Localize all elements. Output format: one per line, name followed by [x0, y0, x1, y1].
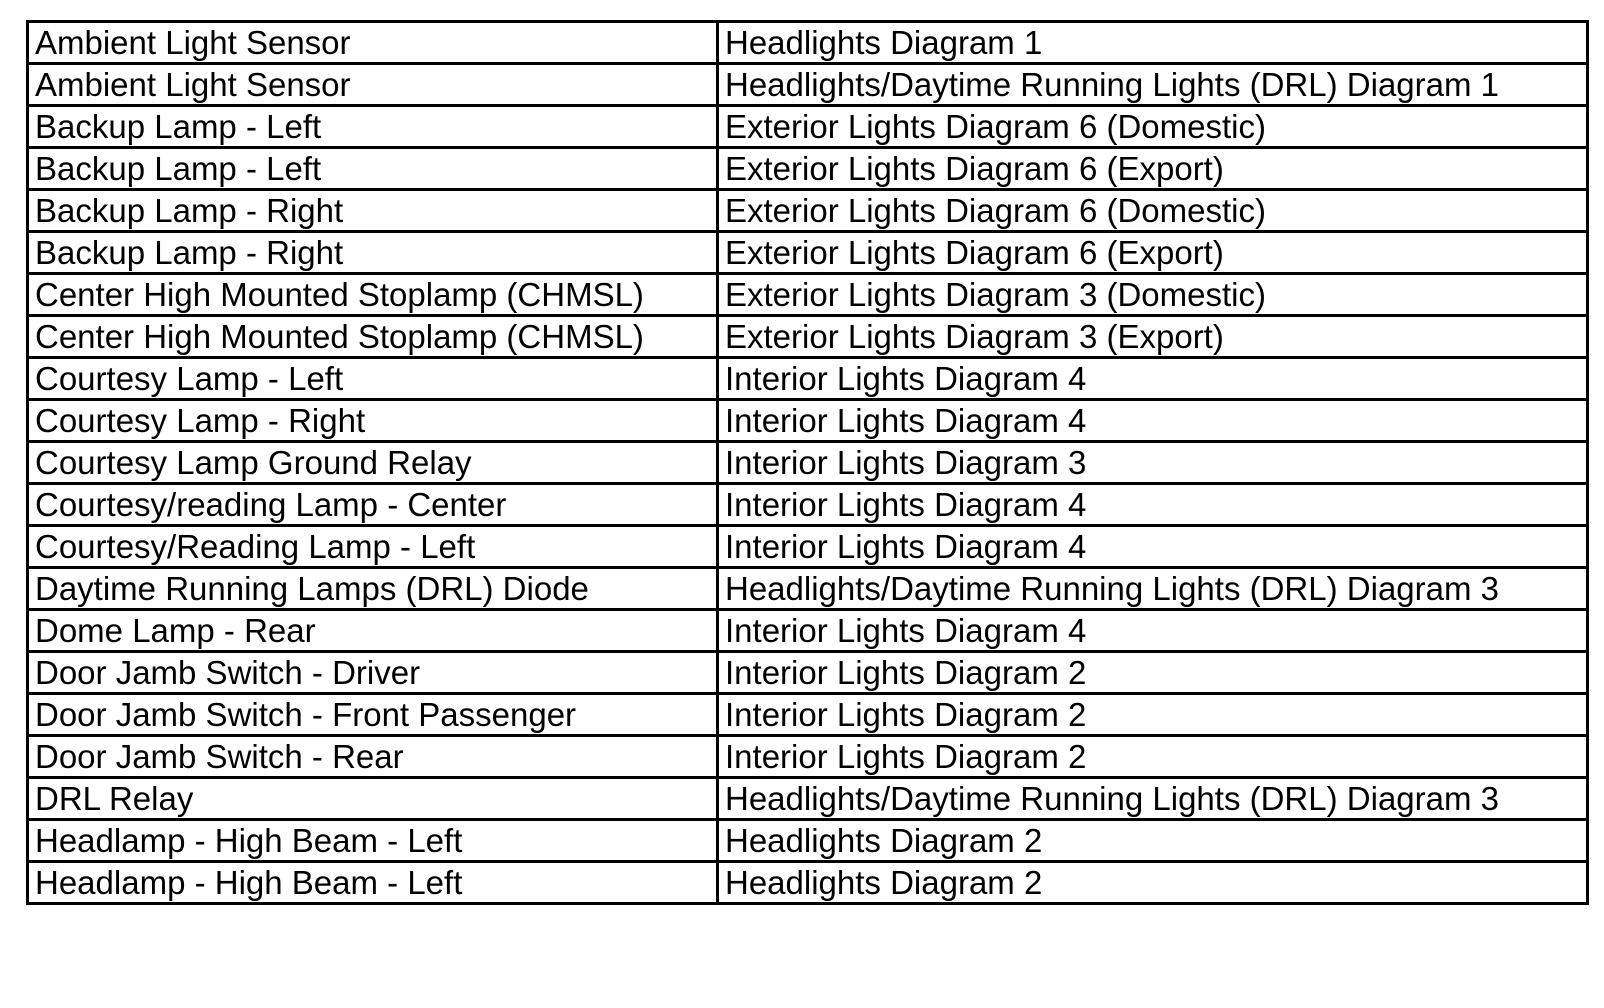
diagram-cell: Headlights/Daytime Running Lights (DRL) Diagram 3	[718, 778, 1588, 820]
diagram-cell: Exterior Lights Diagram 3 (Domestic)	[718, 274, 1588, 316]
diagram-cell: Interior Lights Diagram 4	[718, 400, 1588, 442]
component-cell: Center High Mounted Stoplamp (CHMSL)	[28, 274, 718, 316]
diagram-cell: Headlights Diagram 2	[718, 820, 1588, 862]
table-row	[28, 148, 1588, 190]
component-cell: Courtesy Lamp - Right	[28, 400, 718, 442]
diagram-cell: Interior Lights Diagram 4	[718, 610, 1588, 652]
component-cell: Ambient Light Sensor	[28, 22, 718, 64]
component-cell: Courtesy Lamp - Left	[28, 358, 718, 400]
diagram-cell: Exterior Lights Diagram 6 (Export)	[718, 232, 1588, 274]
component-cell: Courtesy/reading Lamp - Center	[28, 484, 718, 526]
diagram-cell: Interior Lights Diagram 2	[718, 652, 1588, 694]
table-row	[28, 106, 1588, 148]
table-row	[28, 568, 1588, 610]
table-row	[28, 652, 1588, 694]
component-cell: Dome Lamp - Rear	[28, 610, 718, 652]
table-row	[28, 316, 1588, 358]
component-cell: Headlamp - High Beam - Left	[28, 862, 718, 904]
component-cell: Backup Lamp - Left	[28, 148, 718, 190]
table-row	[28, 274, 1588, 316]
diagram-cell: Interior Lights Diagram 3	[718, 442, 1588, 484]
table-row	[28, 232, 1588, 274]
component-diagram-table	[26, 20, 1589, 905]
table-row	[28, 610, 1588, 652]
component-cell: Backup Lamp - Right	[28, 190, 718, 232]
component-cell: Backup Lamp - Left	[28, 106, 718, 148]
diagram-cell: Exterior Lights Diagram 6 (Domestic)	[718, 190, 1588, 232]
table-row	[28, 778, 1588, 820]
table-row	[28, 484, 1588, 526]
diagram-cell: Headlights Diagram 1	[718, 22, 1588, 64]
component-cell: Ambient Light Sensor	[28, 64, 718, 106]
diagram-cell: Headlights/Daytime Running Lights (DRL) Diagram 3	[718, 568, 1588, 610]
component-cell: DRL Relay	[28, 778, 718, 820]
table-row	[28, 862, 1588, 904]
component-cell: Daytime Running Lamps (DRL) Diode	[28, 568, 718, 610]
component-cell: Courtesy Lamp Ground Relay	[28, 442, 718, 484]
table-row	[28, 820, 1588, 862]
table-row	[28, 358, 1588, 400]
table-row	[28, 442, 1588, 484]
diagram-cell: Interior Lights Diagram 4	[718, 358, 1588, 400]
diagram-cell: Headlights/Daytime Running Lights (DRL) Diagram 1	[718, 64, 1588, 106]
component-cell: Courtesy/Reading Lamp - Left	[28, 526, 718, 568]
diagram-cell: Interior Lights Diagram 2	[718, 694, 1588, 736]
table-body	[28, 22, 1588, 904]
table-row	[28, 736, 1588, 778]
table-row	[28, 22, 1588, 64]
component-cell: Center High Mounted Stoplamp (CHMSL)	[28, 316, 718, 358]
component-cell: Door Jamb Switch - Front Passenger	[28, 694, 718, 736]
table-row	[28, 64, 1588, 106]
diagram-cell: Exterior Lights Diagram 3 (Export)	[718, 316, 1588, 358]
diagram-cell: Interior Lights Diagram 2	[718, 736, 1588, 778]
diagram-cell: Interior Lights Diagram 4	[718, 484, 1588, 526]
diagram-cell: Headlights Diagram 2	[718, 862, 1588, 904]
component-cell: Door Jamb Switch - Driver	[28, 652, 718, 694]
component-cell: Headlamp - High Beam - Left	[28, 820, 718, 862]
component-cell: Backup Lamp - Right	[28, 232, 718, 274]
diagram-cell: Exterior Lights Diagram 6 (Export)	[718, 148, 1588, 190]
table-row	[28, 400, 1588, 442]
diagram-cell: Exterior Lights Diagram 6 (Domestic)	[718, 106, 1588, 148]
table-row	[28, 190, 1588, 232]
component-cell: Door Jamb Switch - Rear	[28, 736, 718, 778]
table-row	[28, 694, 1588, 736]
diagram-cell: Interior Lights Diagram 4	[718, 526, 1588, 568]
table-row	[28, 526, 1588, 568]
